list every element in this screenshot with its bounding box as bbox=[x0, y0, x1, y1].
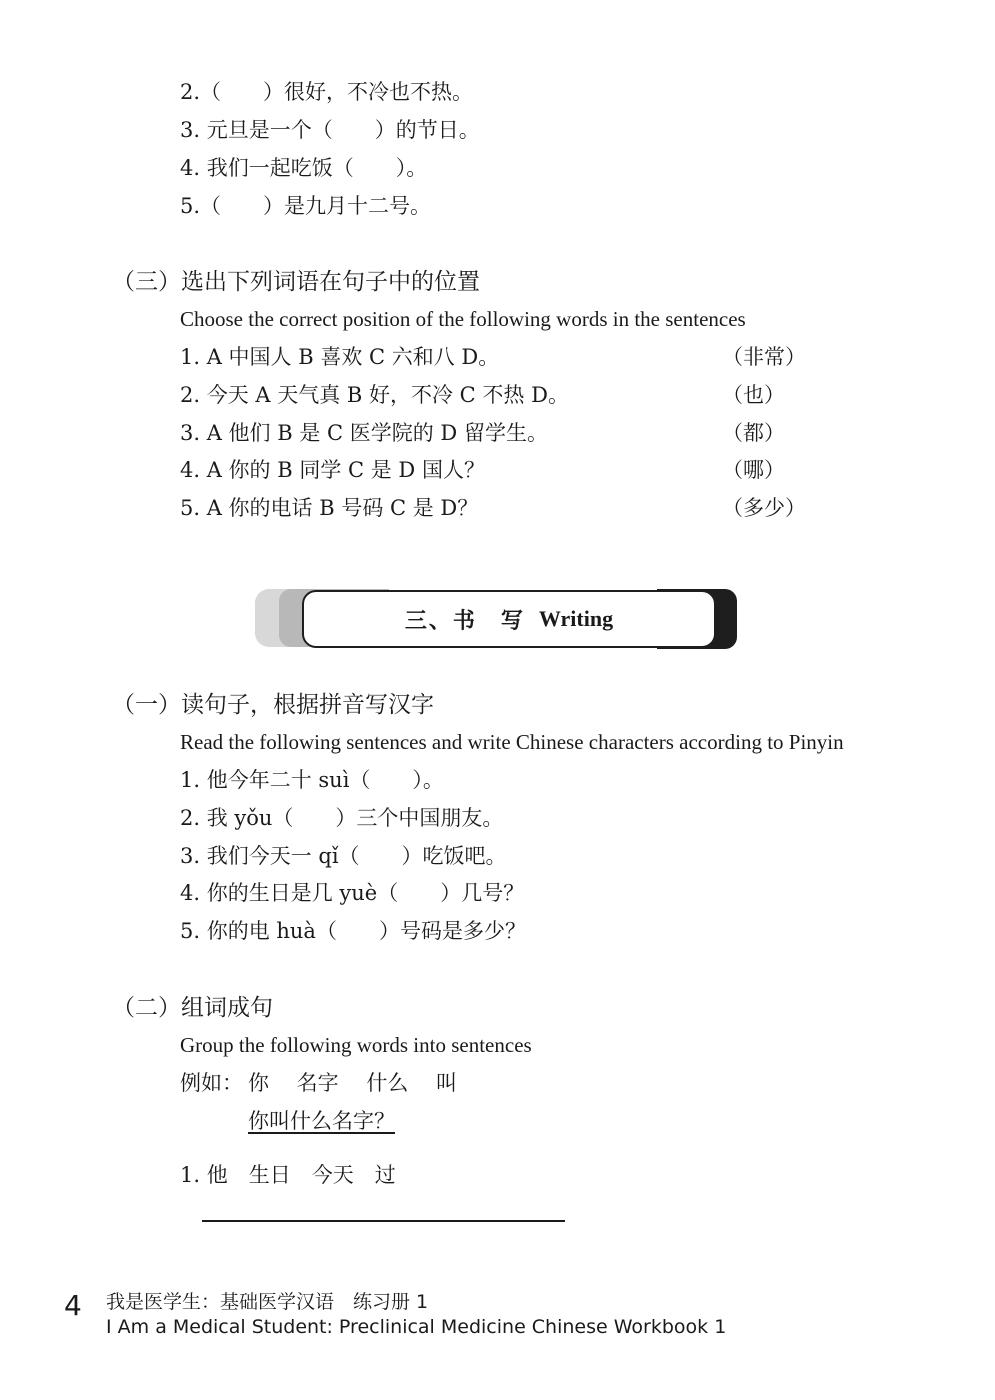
fill-item-5: 5.（ ）是九月十二号。 bbox=[180, 194, 432, 218]
position-item-3: 3. A 他们 B 是 C 医学院的 D 留学生。 bbox=[180, 421, 548, 445]
group-item-1: 1. 他 生日 今天 过 bbox=[180, 1163, 396, 1187]
position-word-5: （多少） bbox=[722, 496, 806, 520]
pinyin-item-2: 2. 我 yǒu（ ）三个中国朋友。 bbox=[180, 806, 504, 830]
position-item-2: 2. 今天 A 天气真 B 好，不冷 C 不热 D。 bbox=[180, 383, 569, 407]
example-answer: 你叫什么名字？ bbox=[248, 1109, 395, 1133]
fill-item-4: 4. 我们一起吃饭（ ）。 bbox=[180, 156, 428, 180]
answer-line bbox=[202, 1220, 565, 1222]
banner-title-cn: 三、书 写 bbox=[404, 608, 525, 634]
banner-title-en: Writing bbox=[538, 606, 614, 631]
pinyin-item-3: 3. 我们今天一 qǐ（ ）吃饭吧。 bbox=[180, 844, 507, 868]
footer-title-cn: 我是医学生：基础医学汉语 练习册 1 bbox=[106, 1291, 429, 1313]
example-label: 例如： bbox=[180, 1071, 243, 1095]
writing-banner bbox=[255, 589, 737, 649]
position-item-1: 1. A 中国人 B 喜欢 C 六和八 D。 bbox=[180, 345, 500, 369]
example-words: 你 名字 什么 叫 bbox=[248, 1071, 458, 1095]
pinyin-item-5: 5. 你的电 huà（ ）号码是多少？ bbox=[180, 919, 526, 943]
fill-item-2: 2.（ ）很好，不冷也不热。 bbox=[180, 80, 474, 104]
position-item-5: 5. A 你的电话 B 号码 C 是 D？ bbox=[180, 496, 479, 520]
position-word-1: （非常） bbox=[722, 345, 806, 369]
banner-box bbox=[302, 590, 716, 648]
writing-1-instruction: Read the following sentences and write Chinese characters according to Pinyin bbox=[180, 730, 844, 754]
position-word-4: （哪） bbox=[722, 458, 785, 482]
position-word-2: （也） bbox=[722, 383, 785, 407]
pinyin-item-1: 1. 他今年二十 suì（ ）。 bbox=[180, 768, 444, 792]
position-item-4: 4. A 你的 B 同学 C 是 D 国人？ bbox=[180, 458, 485, 482]
writing-2-title: （二）组词成句 bbox=[112, 995, 273, 1021]
writing-2-instruction: Group the following words into sentences bbox=[180, 1033, 532, 1057]
writing-1-title: （一）读句子，根据拼音写汉字 bbox=[112, 692, 434, 718]
section-3-instruction: Choose the correct position of the following words in the sentences bbox=[180, 307, 746, 331]
fill-item-3: 3. 元旦是一个（ ）的节日。 bbox=[180, 118, 480, 142]
page-number: 4 bbox=[64, 1289, 82, 1322]
position-word-3: （都） bbox=[722, 421, 785, 445]
section-3-title: （三）选出下列词语在句子中的位置 bbox=[112, 269, 480, 295]
footer-title-en: I Am a Medical Student: Preclinical Medicine Chinese Workbook 1 bbox=[106, 1316, 727, 1338]
pinyin-item-4: 4. 你的生日是几 yuè（ ）几号？ bbox=[180, 881, 525, 905]
